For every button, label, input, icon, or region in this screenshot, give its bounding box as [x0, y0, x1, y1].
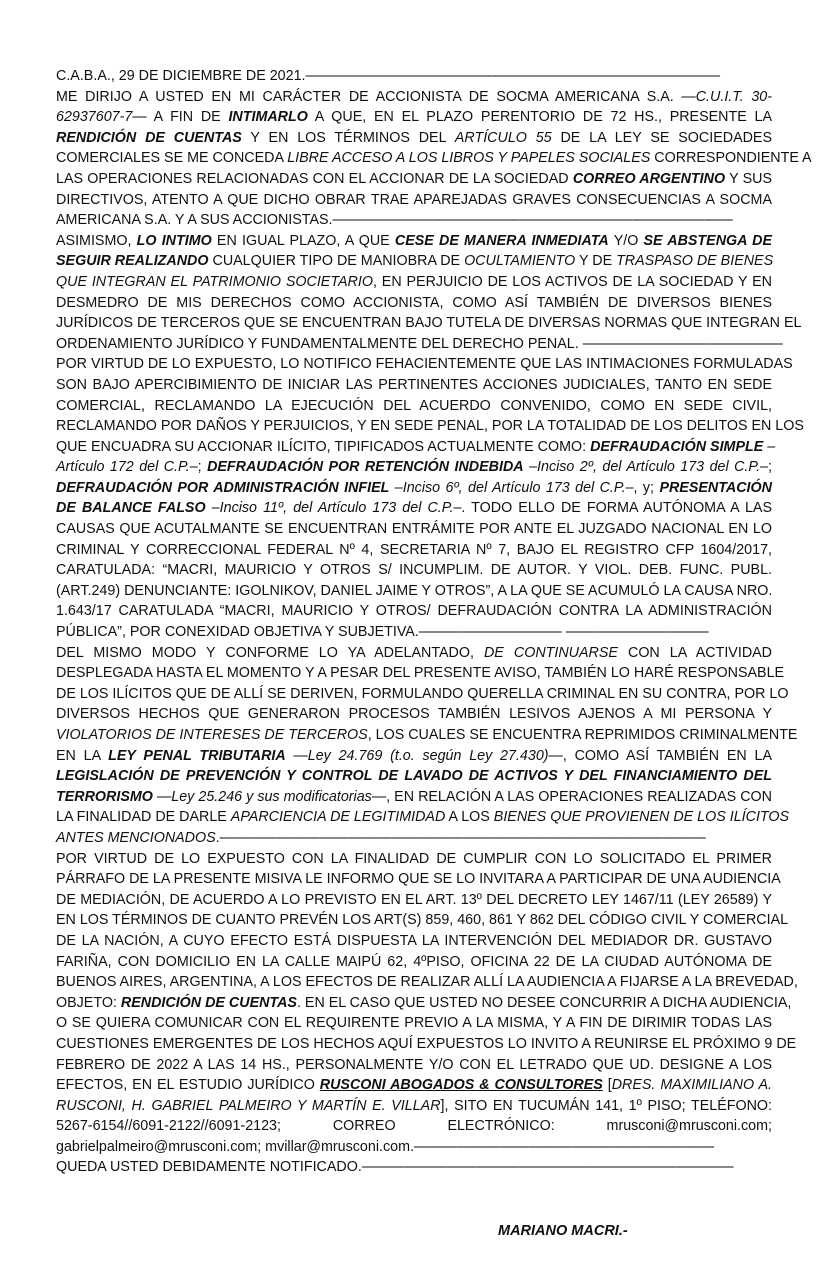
text-line: CARATULADA: “MACRI, MAURICIO Y OTROS S/ INCUMPLIM. DE AUTOR. Y VIOL. DEB. FUNC. PUBL.: [56, 562, 772, 579]
text-line: RENDICIÓN DE CUENTAS Y EN LOS TÉRMINOS DEL ARTÍCULO 55 DE LA LEY SE SOCIEDADES: [56, 129, 772, 146]
text-line: QUE INTEGRAN EL PATRIMONIO SOCIETARIO, EN PERJUICIO DE LOS ACTIVOS DE LA SOCIEDAD Y EN: [56, 273, 772, 290]
text-line: DIVERSOS HECHOS QUE GENERARON PROCESOS TAMBIÉN LESIVOS AJENOS A MI PERSONA Y: [56, 706, 772, 723]
text-line: (ART.249) DENUNCIANTE: IGOLNIKOV, DANIEL JAIME Y OTROS”, A LA QUE SE ACUMULÓ LA CAUSA NRO.: [56, 582, 773, 599]
text-line: PÁRRAFO DE LA PRESENTE MISIVA LE INFORMO QUE SE LO INVITARA A PARTICIPAR DE UNA AUDIENCIA: [56, 871, 781, 888]
text-line: DEL MISMO MODO Y CONFORME LO YA ADELANTADO, DE CONTINUARSE CON LA ACTIVIDAD: [56, 644, 772, 661]
text-line: DEFRAUDACIÓN POR ADMINISTRACIÓN INFIEL –Inciso 6º, del Artículo 173 del C.P.–, y; PRESENTACIÓN: [56, 479, 772, 496]
text-line: 62937607-7— A FIN DE INTIMARLO A QUE, EN EL PLAZO PERENTORIO DE 72 HS., PRESENTE LA: [56, 109, 772, 126]
text-line: ME DIRIJO A USTED EN MI CARÁCTER DE ACCIONISTA DE SOCMA AMERICANA S.A. —C.U.I.T. 30-: [56, 88, 772, 105]
text-line: DE LA NACIÓN, A CUYO EFECTO ESTÁ DISPUESTA LA INTERVENCIÓN DEL MEDIADOR DR. GUSTAVO: [56, 932, 772, 949]
text-line: PÚBLICA”, POR CONEXIDAD OBJETIVA Y SUBJETIVA.—————————— ——————————: [56, 624, 709, 641]
text-line: LA FINALIDAD DE DARLE APARCIENCIA DE LEGITIMIDAD A LOS BIENES QUE PROVIENEN DE LOS ILÍCITOS: [56, 809, 790, 826]
text-line: 5267-6154//6091-2122//6091-2123; CORREO ELECTRÓNICO: mrusconi@mrusconi.com;: [56, 1118, 772, 1135]
text-line: ASIMISMO, LO INTIMO EN IGUAL PLAZO, A QUE CESE DE MANERA INMEDIATA Y/O SE ABSTENGA DE: [56, 232, 772, 249]
text-line: EN LOS TÉRMINOS DE CUANTO PREVÉN LOS ART(S) 859, 460, 861 Y 862 DEL CÓDIGO CIVIL Y COMERCIAL: [56, 912, 789, 929]
text-line: LEGISLACIÓN DE PREVENCIÓN Y CONTROL DE LAVADO DE ACTIVOS Y DEL FINANCIAMIENTO DEL: [56, 768, 772, 785]
text-line: QUEDA USTED DEBIDAMENTE NOTIFICADO.——————————————————————————: [56, 1159, 734, 1176]
text-line: DESMEDRO DE MIS DERECHOS COMO ACCIONISTA, COMO ASÍ TAMBIÉN DE DIVERSOS BIENES: [56, 294, 772, 311]
text-line: DESPLEGADA HASTA EL MOMENTO Y A PESAR DEL PRESENTE AVISO, TAMBIÉN LO HARÉ RESPONSABLE: [56, 665, 785, 682]
text-line: O SE QUIERA COMUNICAR CON EL REQUIRENTE PREVIO A LA MISMA, Y A FIN DE DIRIMIR TODAS LAS: [56, 1015, 772, 1032]
text-line: ORDENAMIENTO JURÍDICO Y FUNDAMENTALMENTE DEL DERECHO PENAL. ——————————————: [56, 335, 783, 352]
text-line: SEGUIR REALIZANDO CUALQUIER TIPO DE MANIOBRA DE OCULTAMIENTO Y DE TRASPASO DE BIENES: [56, 253, 774, 270]
text-line: OBJETO: RENDICIÓN DE CUENTAS. EN EL CASO QUE USTED NO DESEE CONCURRIR A DICHA AUDIENCIA,: [56, 994, 792, 1011]
text-line: AMERICANA S.A. Y A SUS ACCIONISTAS.————————————————————————————: [56, 212, 733, 229]
text-line: LAS OPERACIONES RELACIONADAS CON EL ACCIONAR DE LA SOCIEDAD CORREO ARGENTINO Y SUS: [56, 170, 772, 187]
text-line: FEBRERO DE 2022 A LAS 14 HS., PERSONALMENTE Y/O CON EL LETRADO QUE UD. DESIGNE A LOS: [56, 1056, 772, 1073]
letter-body: [56, 66, 812, 1178]
text-line: CUESTIONES EMERGENTES DE LOS HECHOS AQUÍ EXPUESTOS LO INVITO A REUNIRSE EL PRÓXIMO 9 DE: [56, 1035, 797, 1052]
text-line: TERRORISMO —Ley 25.246 y sus modificatorias—, EN RELACIÓN A LAS OPERACIONES REALIZADAS CON: [56, 788, 773, 805]
text-line: VIOLATORIOS DE INTERESES DE TERCEROS, LOS CUALES SE ENCUENTRA REPRIMIDOS CRIMINALMENTE: [56, 727, 798, 743]
text-line: FARIÑA, CON DOMICILIO EN LA CALLE MAIPÚ 62, 4ºPISO, OFICINA 22 DE LA CIUDAD AUTÓNOMA DE: [56, 953, 772, 970]
text-line: POR VIRTUD DE LO EXPUESTO CON LA FINALIDAD DE CUMPLIR CON LO SOLICITADO EL PRIMER: [56, 850, 772, 867]
text-line: DIRECTIVOS, ATENTO A QUE DICHO OBRAR TRAE APAREJADAS GRAVES CONSECUENCIAS A SOCMA: [56, 191, 772, 208]
text-line: BUENOS AIRES, ARGENTINA, A LOS EFECTOS DE REALIZAR ALLÍ LA AUDIENCIA A FIJARSE A LA BREVEDAD,: [56, 974, 798, 991]
text-line: DE MEDIACIÓN, DE ACUERDO A LO PREVISTO EN EL ART. 13º DEL DECRETO LEY 1467/11 (LEY 26589) Y: [56, 891, 772, 908]
text-line: 1.643/17 CARATULADA “MACRI, MAURICIO Y OTROS/ DEFRAUDACIÓN CONTRA LA ADMINISTRACIÓN: [56, 603, 772, 620]
text-line: JURÍDICOS DE TERCEROS QUE SE ENCUENTRAN BAJO TUTELA DE DIVERSAS NORMAS QUE INTEGRAN EL: [56, 315, 802, 332]
text-line: CAUSAS QUE ACUTALMANTE SE ENCUENTRAN ENTRÁMITE POR ANTE EL JUZGADO NACIONAL EN LO: [56, 521, 772, 538]
text-line: ANTES MENCIONADOS.——————————————————————————————————: [56, 829, 706, 846]
text-line: RUSCONI, H. GABRIEL PALMEIRO Y MARTÍN E. VILLAR], SITO EN TUCUMÁN 141, 1º PISO; TELÉFONO:: [56, 1097, 773, 1114]
text-line: EN LA LEY PENAL TRIBUTARIA —Ley 24.769 (t.o. según Ley 27.430)—, COMO ASÍ TAMBIÉN EN LA: [56, 747, 772, 764]
text-line: COMERCIALES SE ME CONCEDA LIBRE ACCESO A LOS LIBROS Y PAPELES SOCIALES CORRESPONDIENTE A: [56, 150, 812, 167]
text-line: Artículo 172 del C.P.–; DEFRAUDACIÓN POR RETENCIÓN INDEBIDA –Inciso 2º, del Artículo 173 del C.P.–;: [56, 459, 772, 476]
signature: MARIANO MACRI.-: [498, 1223, 628, 1239]
text-line: C.A.B.A., 29 DE DICIEMBRE DE 2021.—————————————————————————————: [56, 68, 721, 84]
text-line: QUE ENCUADRA SU ACCIONAR ILÍCITO, TIPIFICADOS ACTUALMENTE COMO: DEFRAUDACIÓN SIMPLE –: [56, 438, 776, 455]
text-line: COMERCIAL, RECLAMANDO LA EJECUCIÓN DEL ACUERDO CONVENIDO, COMO EN SEDE CIVIL,: [56, 397, 772, 414]
text-line: RECLAMANDO POR DAÑOS Y PERJUICIOS, Y EN SEDE PENAL, POR LA TOTALIDAD DE LOS DELITOS EN LOS: [56, 418, 804, 435]
text-line: DE BALANCE FALSO –Inciso 11º, del Artículo 173 del C.P.–. TODO ELLO DE FORMA AUTÓNOMA A LAS: [56, 500, 772, 517]
text-line: SON BAJO APERCIBIMIENTO DE INICIAR LAS PERTINENTES ACCIONES JUDICIALES, TANTO EN SEDE: [56, 376, 772, 393]
text-line: POR VIRTUD DE LO EXPUESTO, LO NOTIFICO FEHACIENTEMENTE QUE LAS INTIMACIONES FORMULADAS: [56, 356, 793, 373]
text-line: CRIMINAL Y CORRECCIONAL FEDERAL Nº 4, SECRETARIA Nº 7, BAJO EL REGISTRO CFP 1604/2017,: [56, 541, 772, 558]
text-line: EFECTOS, EN EL ESTUDIO JURÍDICO RUSCONI ABOGADOS & CONSULTORES [DRES. MAXIMILIANO A.: [56, 1077, 772, 1094]
text-line: DE LOS ILÍCITOS QUE DE ALLÍ SE DERIVEN, FORMULANDO QUERELLA CRIMINAL EN SU CONTRA, POR LO: [56, 685, 789, 702]
text-line: gabrielpalmeiro@mrusconi.com; mvillar@mrusconi.com.—————————————————————: [56, 1138, 715, 1155]
